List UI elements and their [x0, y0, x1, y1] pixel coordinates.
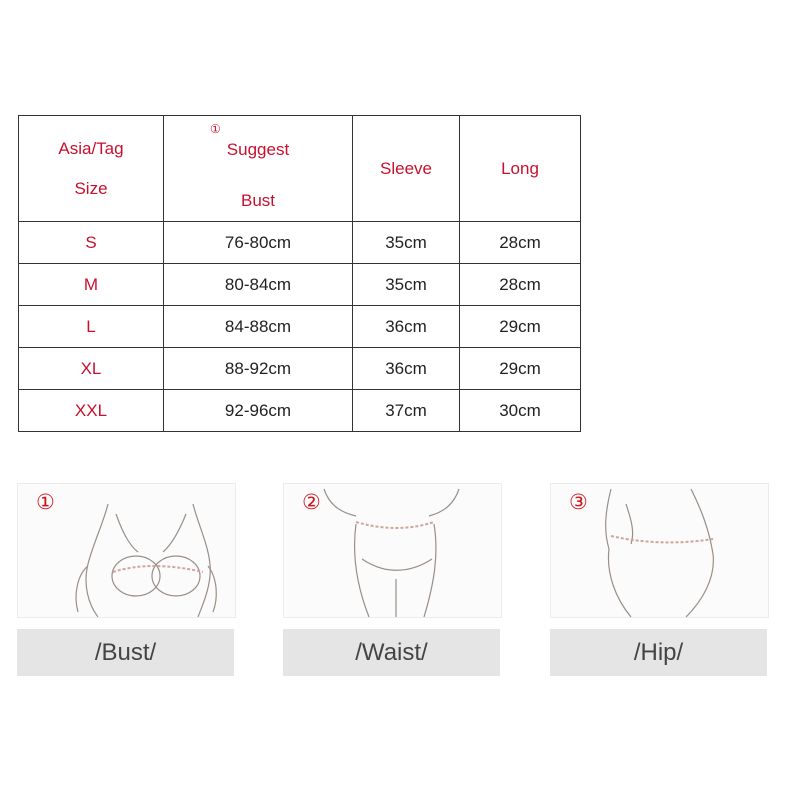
bust-cell: 92-96cm	[164, 390, 353, 432]
waist-guide-panel	[283, 483, 502, 618]
size-cell: XL	[19, 348, 164, 390]
sleeve-cell: 35cm	[353, 222, 460, 264]
long-cell: 29cm	[460, 306, 581, 348]
size-cell: S	[19, 222, 164, 264]
size-cell: M	[19, 264, 164, 306]
table-row	[19, 306, 581, 348]
table-row	[19, 390, 581, 432]
bust-cell: 84-88cm	[164, 306, 353, 348]
bust-guide-label: /Bust/	[17, 629, 234, 676]
size-cell: XXL	[19, 390, 164, 432]
header-size-line1: Asia/Tag	[58, 138, 124, 158]
hip-guide-panel	[550, 483, 769, 618]
header-bust-line2: Bust	[240, 191, 276, 210]
bust-cell: 88-92cm	[164, 348, 353, 390]
bust-guide-panel	[17, 483, 236, 618]
header-long: Long	[460, 116, 581, 222]
long-cell: 30cm	[460, 390, 581, 432]
table-row	[19, 222, 581, 264]
bust-cell: 80-84cm	[164, 264, 353, 306]
long-cell: 28cm	[460, 264, 581, 306]
guide-number: ③	[569, 490, 588, 514]
long-cell: 29cm	[460, 348, 581, 390]
sleeve-cell: 35cm	[353, 264, 460, 306]
header-bust	[164, 116, 353, 222]
sleeve-cell: 36cm	[353, 306, 460, 348]
header-size	[19, 116, 164, 222]
table-row	[19, 348, 581, 390]
header-bust-line1: Suggest	[226, 140, 290, 159]
table-row	[19, 264, 581, 306]
table-header-row	[19, 116, 581, 222]
header-size-line2: Size	[74, 178, 108, 198]
header-sleeve: Sleeve	[353, 116, 460, 222]
hip-guide-label: /Hip/	[550, 629, 767, 676]
size-chart-table	[18, 115, 581, 432]
bust-cell: 76-80cm	[164, 222, 353, 264]
guide-number: ①	[36, 490, 55, 514]
guide-number: ②	[302, 490, 321, 514]
sleeve-cell: 36cm	[353, 348, 460, 390]
waist-guide-label: /Waist/	[283, 629, 500, 676]
sleeve-cell: 37cm	[353, 390, 460, 432]
long-cell: 28cm	[460, 222, 581, 264]
size-cell: L	[19, 306, 164, 348]
bust-marker: ①	[210, 122, 221, 136]
